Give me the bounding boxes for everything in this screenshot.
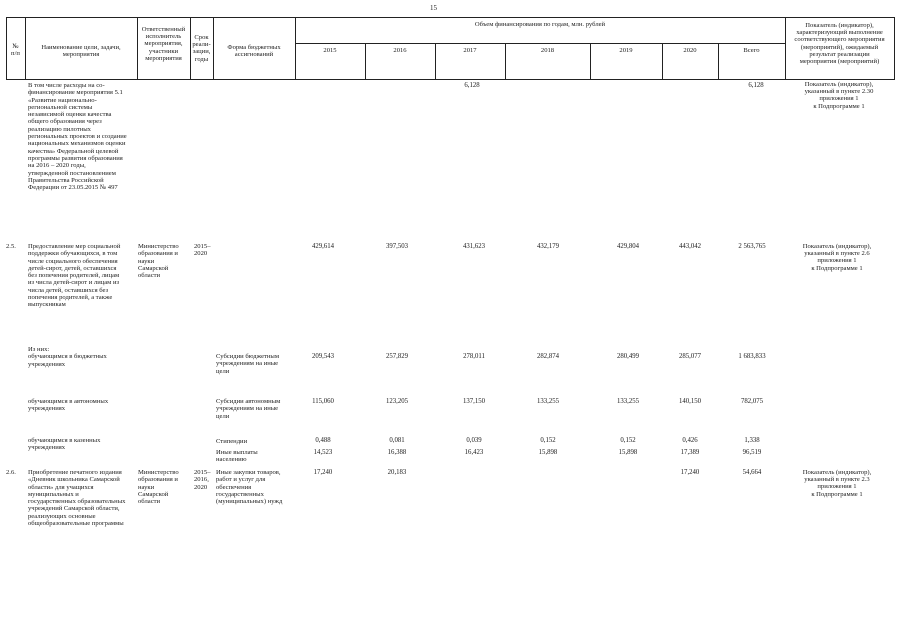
value-2019: 429,804 <box>616 243 640 250</box>
header-col-funding: Объем финансирования по годам, млн. рублей <box>474 21 606 28</box>
value-2016: 0,081 <box>389 437 405 444</box>
value-2020: 17,389 <box>680 449 700 456</box>
row-name: Предоставление мер социальной поддержки обучающихся, в том числе социального обеспечения детей-сирот, детей, оставшихся без попечения родителей, лицам из числа детей-сирот и лицам из числа детей, оставшихся без попечения родителей, а также выпускникам <box>28 243 121 309</box>
value-total: 54,664 <box>742 469 762 476</box>
header-col-indicator: Показатель (индикатор), характеризующий выполнение соответствующего мероприятия (мероприятий), ожидаемый результат реализации мероприятия (мероприятий) <box>794 22 885 66</box>
header-year-2018: 2018 <box>540 47 555 54</box>
value-2017: 431,623 <box>462 243 486 250</box>
value-total: 2 563,765 <box>738 243 766 250</box>
header-bottom-border <box>6 79 895 80</box>
value-2020: 140,150 <box>678 398 702 405</box>
header-funding-divider <box>295 43 785 44</box>
row-form: Иные закупки товаров, работ и услуг для обеспечения государственных (муниципальных) нужд <box>216 469 283 506</box>
header-col-number: № п/п <box>11 43 20 58</box>
value-2019: 15,898 <box>618 449 638 456</box>
value-2018: 15,898 <box>538 449 558 456</box>
header-year-2019: 2019 <box>619 47 633 54</box>
value-2015: 429,614 <box>311 243 335 250</box>
value-2018: 0,152 <box>540 437 556 444</box>
header-year-2016: 2016 <box>393 47 407 54</box>
value-2017: 278,011 <box>463 353 485 360</box>
row-form: Стипендии <box>216 438 248 445</box>
page-number: 15 <box>430 4 437 12</box>
value-total: 782,075 <box>740 398 764 405</box>
row-executor: Министерство образования и науки Самарской области <box>138 243 179 280</box>
row-number: 2.5. <box>6 243 16 250</box>
value-2017: 0,039 <box>466 437 482 444</box>
header-top-border <box>6 17 895 18</box>
value-total: 1,338 <box>744 437 760 444</box>
header-year-2015: 2015 <box>323 47 337 54</box>
value-2019: 280,499 <box>616 353 640 360</box>
value-total: 1 683,833 <box>738 353 766 360</box>
row-term: 2015– 2016, 2020 <box>194 469 211 491</box>
value-2020: 443,042 <box>678 243 702 250</box>
header-year-2017: 2017 <box>463 47 477 54</box>
value-2015: 14,523 <box>313 449 333 456</box>
value-2018: 432,179 <box>536 243 560 250</box>
header-year-2020: 2020 <box>683 47 697 54</box>
row-form: Иные выплаты населению <box>216 449 258 464</box>
value-2016: 123,205 <box>385 398 409 405</box>
row-name: обучающимся в автономных учреждениях <box>28 398 109 413</box>
value-2020: 285,077 <box>678 353 702 360</box>
value-2017: 137,150 <box>462 398 486 405</box>
value-total: 6,128 <box>748 82 764 89</box>
row-indicator: Показатель (индикатор), указанный в пункте 2.30 приложения 1 к Подпрограмме 1 <box>804 81 874 110</box>
row-name: Приобретение печатного издания «Дневник школьника Самарской области» для учащихся муниципальных и государственных образовательных учреждений Самарской области, реализующих основные общеобразовательные программы <box>28 469 126 528</box>
row-executor: Министерство образования и науки Самарской области <box>138 469 179 506</box>
header-total: Всего <box>743 47 760 54</box>
row-indicator: Показатель (индикатор), указанный в пункте 2.3 приложения 1 к Подпрограмме 1 <box>802 469 872 498</box>
value-2016: 257,829 <box>385 353 409 360</box>
value-2018: 133,255 <box>536 398 560 405</box>
value-2016: 20,183 <box>387 469 407 476</box>
value-2019: 133,255 <box>616 398 640 405</box>
value-2020: 17,240 <box>680 469 700 476</box>
value-2020: 0,426 <box>682 437 698 444</box>
row-form: Субсидии автономным учреждениям на иные цели <box>216 398 281 420</box>
value-total: 96,519 <box>742 449 762 456</box>
value-2019: 0,152 <box>620 437 636 444</box>
value-2015: 115,060 <box>312 398 334 405</box>
row-number: 2.6. <box>6 469 16 476</box>
value-2016: 16,388 <box>387 449 407 456</box>
value-2017: 16,423 <box>464 449 484 456</box>
col-border <box>894 17 895 80</box>
value-2016: 397,503 <box>385 243 409 250</box>
header-col-form: Форма бюджетных ассигнований <box>227 44 281 59</box>
value-2017: 6,128 <box>464 82 480 89</box>
row-name: В том числе расходы на со- финансирование мероприятия 5.1 «Развитие национально- региональной системы независимой оценки качества общего образования через реализацию пилотных региональных проектов и создание национальных механизмов оценки качества» Федеральной целевой программы развития образования на 2016 – 2020 годы, утвержденной постановлением Правительства Российской Федерации от 23.05.2015 № 497 <box>28 82 127 192</box>
value-2015: 0,488 <box>315 437 331 444</box>
value-2015: 17,240 <box>313 469 333 476</box>
header-col-executor: Ответственный исполнитель мероприятия, участники мероприятия <box>141 26 186 62</box>
row-term: 2015– 2020 <box>194 243 211 258</box>
value-2018: 282,874 <box>536 353 560 360</box>
row-indicator: Показатель (индикатор), указанный в пункте 2.6 приложения 1 к Подпрограмме 1 <box>802 243 872 272</box>
row-name: Из них: обучающимся в бюджетных учреждениях <box>28 346 107 368</box>
row-name: обучающимся в казенных учреждениях <box>28 437 101 452</box>
value-2015: 209,543 <box>311 353 335 360</box>
row-form: Субсидии бюджетным учреждениям на иные цели <box>216 353 280 375</box>
header-col-term: Срок реали- зации, годы <box>192 34 211 63</box>
header-col-name: Наименование цели, задачи, мероприятия <box>41 44 121 59</box>
